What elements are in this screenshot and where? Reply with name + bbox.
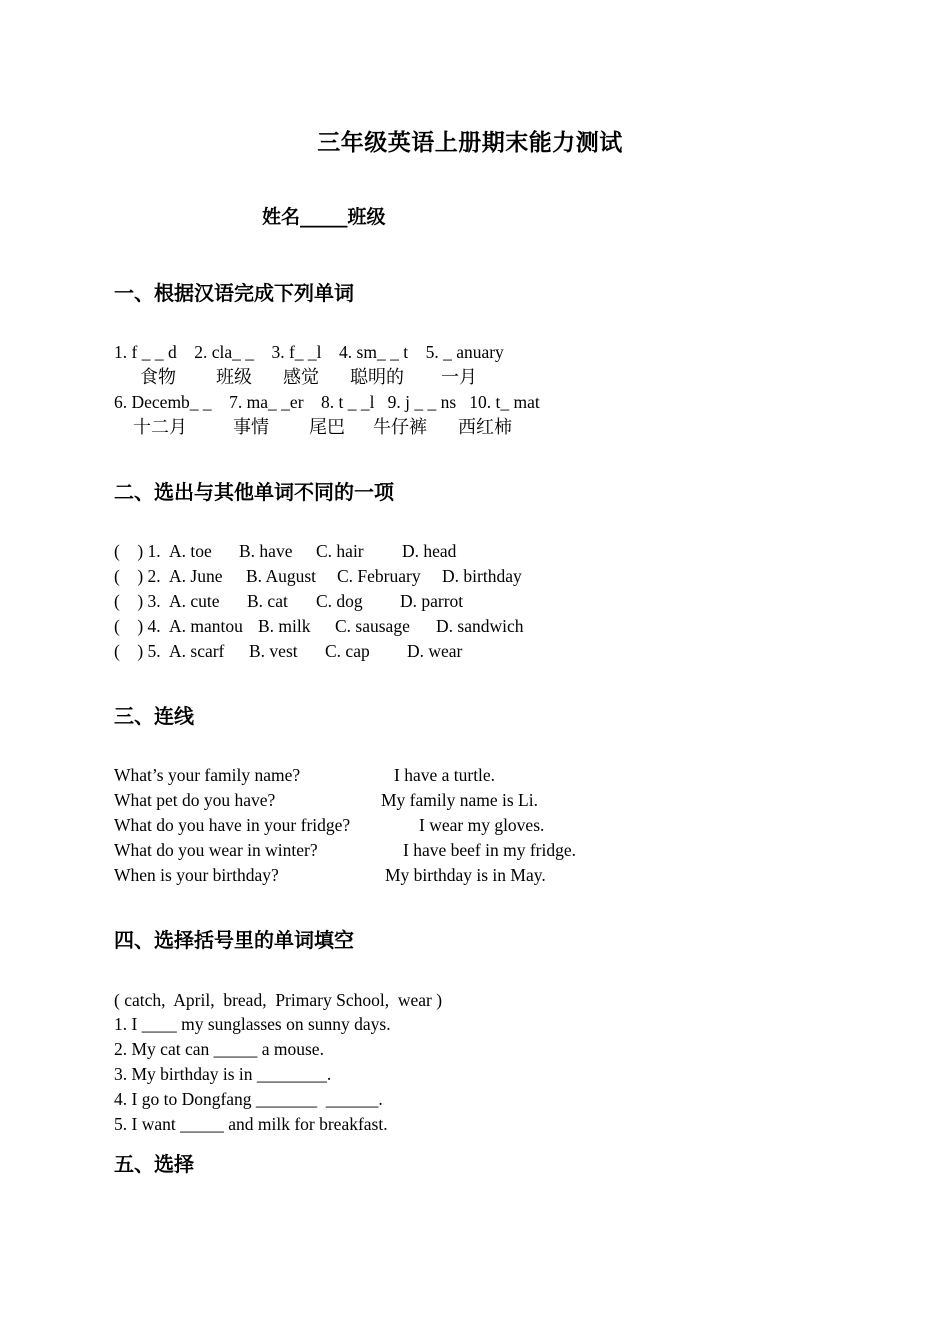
s3-question-3: What do you have in your fridge? bbox=[114, 815, 351, 835]
s2-item-2-c: C. February bbox=[337, 566, 421, 586]
s2-item-5-num: ( ) 5. bbox=[114, 641, 161, 661]
s2-item-2-num: ( ) 2. bbox=[114, 566, 161, 586]
s2-item-3-b: B. cat bbox=[247, 591, 288, 611]
section-4-heading: 四、选择括号里的单词填空 bbox=[114, 928, 354, 952]
s1-meaning-3: 感觉 bbox=[283, 367, 319, 388]
s3-answer-1: I have a turtle. bbox=[394, 765, 496, 785]
s1-meaning-8: 尾巴 bbox=[309, 417, 345, 438]
s2-item-4-num: ( ) 4. bbox=[114, 616, 161, 636]
section-3-heading: 三、连线 bbox=[114, 704, 194, 728]
s1-meaning-9: 牛仔裤 bbox=[373, 417, 427, 438]
section-1-heading: 一、根据汉语完成下列单词 bbox=[114, 281, 354, 305]
s4-item-5: 5. I want _____ and milk for breakfast. bbox=[114, 1114, 388, 1134]
s1-meaning-4: 聪明的 bbox=[350, 367, 404, 388]
s2-item-3-c: C. dog bbox=[316, 591, 363, 611]
s2-item-1-d: D. head bbox=[402, 541, 457, 561]
s3-answer-2: My family name is Li. bbox=[381, 790, 538, 810]
s2-item-3-num: ( ) 3. bbox=[114, 591, 161, 611]
s3-answer-5: My birthday is in May. bbox=[385, 865, 546, 885]
s4-item-1: 1. I ____ my sunglasses on sunny days. bbox=[114, 1014, 391, 1034]
s1-meaning-10: 西红柿 bbox=[458, 417, 512, 438]
name-class-row: 姓名_____班级 bbox=[262, 206, 386, 228]
s1-meaning-5: 一月 bbox=[441, 367, 477, 388]
s2-item-1-c: C. hair bbox=[316, 541, 364, 561]
s2-item-5-d: D. wear bbox=[407, 641, 463, 661]
s3-question-5: When is your birthday? bbox=[114, 865, 279, 885]
s2-item-1-a: A. toe bbox=[169, 541, 212, 561]
s2-item-1-b: B. have bbox=[239, 541, 293, 561]
s2-item-1-num: ( ) 1. bbox=[114, 541, 161, 561]
s2-item-2-b: B. August bbox=[246, 566, 317, 586]
s2-item-4-c: C. sausage bbox=[335, 616, 410, 636]
s4-item-3: 3. My birthday is in ________. bbox=[114, 1064, 332, 1084]
s4-word-options: ( catch, April, bread, Primary School, wear ) bbox=[114, 990, 443, 1010]
s2-item-4-a: A. mantou bbox=[169, 616, 243, 636]
s1-meaning-1: 食物 bbox=[140, 367, 176, 388]
page-title: 三年级英语上册期末能力测试 bbox=[317, 130, 623, 156]
s1-meaning-2: 班级 bbox=[216, 367, 252, 388]
section-5-heading: 五、选择 bbox=[114, 1152, 194, 1176]
s2-item-5-a: A. scarf bbox=[169, 641, 225, 661]
s2-item-5-b: B. vest bbox=[249, 641, 298, 661]
s1-meaning-6: 十二月 bbox=[133, 417, 187, 438]
s1-row1-words: 1. f _ _ d 2. cla_ _ 3. f_ _l 4. sm_ _ t 5. _ anuary bbox=[114, 342, 504, 362]
s4-item-2: 2. My cat can _____ a mouse. bbox=[114, 1039, 324, 1059]
s1-row2-words: 6. Decemb_ _ 7. ma_ _er 8. t _ _l 9. j _ _ ns 10. t_ mat bbox=[114, 392, 540, 412]
s2-item-4-b: B. milk bbox=[258, 616, 311, 636]
s1-meaning-7: 事情 bbox=[233, 417, 269, 438]
s2-item-4-d: D. sandwich bbox=[436, 616, 524, 636]
s3-question-2: What pet do you have? bbox=[114, 790, 276, 810]
s2-item-5-c: C. cap bbox=[325, 641, 370, 661]
s4-item-4: 4. I go to Dongfang _______ ______. bbox=[114, 1089, 383, 1109]
s2-item-3-d: D. parrot bbox=[400, 591, 464, 611]
s2-item-3-a: A. cute bbox=[169, 591, 220, 611]
s3-answer-3: I wear my gloves. bbox=[419, 815, 545, 835]
s3-question-4: What do you wear in winter? bbox=[114, 840, 318, 860]
s2-item-2-d: D. birthday bbox=[442, 566, 522, 586]
s3-answer-4: I have beef in my fridge. bbox=[403, 840, 576, 860]
section-2-heading: 二、选出与其他单词不同的一项 bbox=[114, 480, 394, 504]
s2-item-2-a: A. June bbox=[169, 566, 223, 586]
s3-question-1: What’s your family name? bbox=[114, 765, 301, 785]
